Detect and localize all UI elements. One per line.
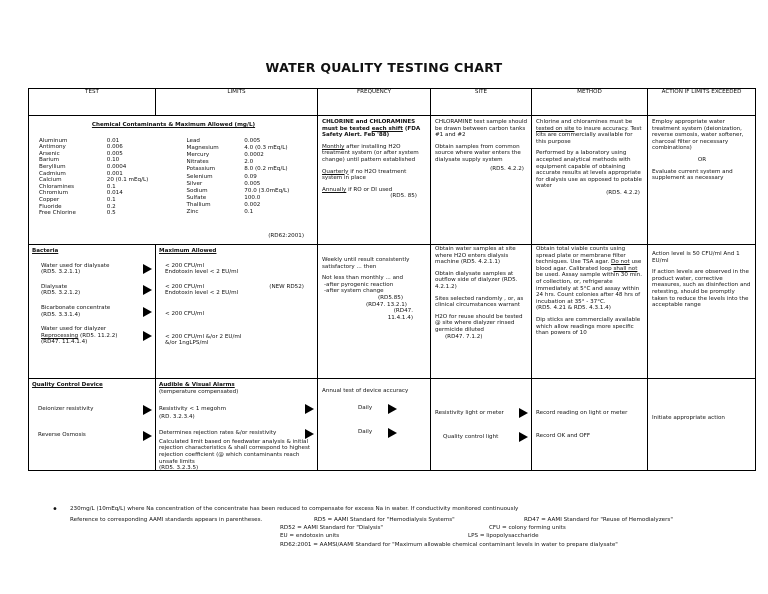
limit-cfu: < 200 CFU/ml — [165, 262, 205, 269]
contaminant-name: Chloramines — [39, 183, 75, 190]
bacteria-heading: Bacteria — [32, 248, 59, 254]
limit-new-rd52: (NEW RD52) — [269, 283, 304, 290]
bacteria-test-water — [41, 263, 152, 276]
contaminant-name: Copper — [39, 196, 60, 203]
contaminant-name: Sulfate — [186, 195, 207, 202]
contaminant-limit: 0.0002 — [244, 151, 264, 158]
qc-limits-heading: Audible & Visual Alarms — [159, 382, 235, 388]
test-label: Bicarbonate concentrate — [41, 304, 111, 311]
action-employ-text: Employ appropriate water treatment system (deionization, reverse osmosis, water softener, charcoal filter or necessary combinations) — [652, 119, 744, 152]
qc-limit-resistivity — [159, 404, 314, 414]
freq-annually-text: if RO or DI used — [346, 186, 393, 193]
contaminant-name: Aluminum — [39, 137, 68, 144]
arrow-right-icon — [143, 285, 152, 295]
footnote-references: Reference to corresponding AAMI standards appears in parentheses. — [70, 517, 263, 523]
test-reference: (RD5. 3.2.1.2) — [41, 290, 81, 297]
site-random: Sites selected randomly , or, as clinical circumstances warrant — [435, 295, 524, 309]
qc-site-resistivity — [435, 408, 528, 418]
qc-heading: Quality Control Device — [32, 382, 103, 388]
page-title: WATER QUALITY TESTING CHART — [265, 60, 503, 75]
bacteria-site-cell — [431, 245, 532, 379]
site-common-source-text: Obtain samples from common source where water enters the dialysate supply system — [435, 143, 521, 163]
footnote-bullet: • — [52, 504, 58, 515]
freq-daily: Daily — [358, 429, 373, 436]
bacteria-limits-cell — [156, 245, 318, 379]
footnote-na-concentration: 230mg/L (10mEq/L) where Na concentration of the concentrate has been reduced to compensate for excess Na in water. If conductivity monitored continuously — [70, 506, 519, 512]
contaminant-limit: 0.014 — [106, 190, 123, 197]
freq-monthly-text: after installing H2O treatment system (or after system change) until pattern established — [322, 143, 419, 163]
footnote-rd47: RD47 = AAMI Standard for "Reuse of Hemodialyzers" — [524, 517, 673, 523]
site-reference: (RD5. 4.2.2) — [490, 165, 524, 172]
contaminant-row — [187, 152, 315, 159]
action-evaluate-text: Evaluate current system and supplement as necessary — [652, 168, 733, 182]
freq-system-change: -after system change — [324, 288, 384, 295]
freq-chlorine-text: CHLORINE and CHLORAMINES must be tested — [322, 119, 416, 132]
contaminant-row — [39, 184, 169, 191]
contaminant-name: Free Chlorine — [39, 210, 76, 217]
test-reprocessing-label: Reprocessing — [41, 332, 79, 339]
contaminant-row — [39, 190, 169, 197]
test-label: Water used for dialysate — [41, 262, 110, 269]
qc-frequency-cell — [318, 379, 431, 471]
qc-freq-daily-2 — [322, 428, 427, 438]
qc-limits-cell — [156, 379, 318, 471]
bacteria-limit-reprocessing — [165, 334, 314, 347]
footnote-rd52: RD52 = AAMI Standard for "Dialysis" — [280, 525, 383, 531]
test-label: Water used for dialyzer — [41, 326, 107, 333]
contaminant-limit: 0.005 — [106, 150, 123, 157]
bacteria-test-cell — [29, 245, 156, 379]
contaminant-limit: 0.006 — [106, 144, 123, 151]
contaminant-row — [39, 151, 169, 158]
contaminant-row — [187, 202, 315, 209]
freq-each-shift: each shift — [371, 125, 403, 132]
freq-quarterly: Quarterly — [322, 168, 349, 175]
header-limits: LIMITS — [156, 89, 318, 116]
arrow-right-icon — [143, 307, 152, 317]
freq-quarterly-text: if no H2O treatment system in place — [322, 168, 407, 182]
contaminant-row — [187, 209, 315, 216]
qc-action-initiate: Initiate appropriate action — [652, 415, 725, 421]
contaminant-name: Barium — [39, 157, 60, 164]
qc-method-record-ok: Record OK and OFF — [536, 432, 591, 439]
contaminant-row — [39, 157, 169, 164]
test-reference: (RD5. 11.2.2) — [80, 332, 118, 339]
method-onsite-text: Chlorine and chloramines must be — [536, 119, 633, 125]
arrow-right-icon — [388, 404, 397, 414]
contaminant-limit: 0.005 — [244, 137, 261, 144]
chemical-heading: Chemical Contaminants & Maximum Allowed (mg/L) — [91, 122, 256, 128]
limit-rejection: Determines rejection rates &/or resistivity — [159, 430, 277, 437]
arrow-right-icon — [519, 432, 528, 442]
header-row — [29, 89, 756, 116]
freq-pyrogenic: -after pyrogenic reaction — [324, 281, 394, 288]
arrow-right-icon — [388, 428, 397, 438]
bacteria-method-cell — [532, 245, 648, 379]
contaminant-name: Zinc — [186, 209, 199, 216]
chemical-action-cell — [648, 116, 756, 245]
arrow-right-icon — [143, 331, 152, 341]
contaminant-name: Silver — [186, 180, 203, 187]
bacteria-row — [29, 245, 756, 379]
freq-reference: (RD5. 85) — [390, 193, 417, 200]
qc-limit-rejection — [159, 429, 314, 439]
contaminant-name: Cadmium — [39, 170, 66, 177]
method-tested-on-site: tested on site — [536, 125, 575, 132]
freq-weekly-text: Weekly until result consistently satisfactory ... then — [322, 257, 410, 270]
contaminant-row — [187, 181, 315, 188]
contaminant-row — [187, 188, 315, 195]
limit-lps: &/or 1ngLPS/ml — [165, 340, 209, 347]
limit-resistivity: Resistivity < 1 megohm — [159, 405, 227, 412]
qc-test-deionizer — [32, 405, 152, 415]
qc-limit-resistivity-ref: (RD. 3.2.3.4) — [159, 414, 195, 421]
chemical-site-cell — [431, 116, 532, 245]
freq-ref-rd5: (RD5.85) — [377, 294, 403, 301]
qc-limit-rejection-ref: (RD5. 3.2.3.5) — [159, 465, 199, 472]
freq-ref-rd47c: 11.4.1.4) — [387, 314, 413, 321]
contaminant-name: Potassium — [186, 166, 216, 173]
footnote-lps: LPS = lipopolysaccharide — [468, 533, 539, 539]
qc-limits-sub: (temperature compensated) — [159, 388, 239, 395]
test-label: Reverse Osmosis — [38, 432, 86, 439]
contaminant-limit: 0.002 — [244, 202, 261, 209]
bacteria-test-dialysate — [41, 284, 152, 297]
freq-monthly: Monthly — [322, 143, 345, 150]
contaminant-name: Lead — [186, 137, 200, 144]
contaminant-limit: 0.005 — [244, 180, 261, 187]
limit-cfu: < 200 CFU/ml &/or 2 EU/ml — [165, 333, 242, 340]
contaminant-row — [39, 177, 169, 184]
qc-test-reverse-osmosis — [32, 431, 152, 441]
testing-chart-table — [28, 88, 756, 471]
header-action: ACTION IF LIMITS EXCEEDED — [648, 89, 756, 116]
bacteria-limit-bicarbonate: < 200 CFU/ml — [165, 310, 205, 317]
bacteria-test-bicarbonate — [41, 305, 152, 318]
limit-endotoxin: Endotoxin level < 2 EU/ml — [165, 269, 239, 276]
freq-ref-rd47b: (RD47. — [393, 308, 413, 315]
test-reference: (RD5. 3.2.1.1) — [41, 269, 81, 276]
arrow-right-icon — [305, 404, 314, 414]
contaminant-name: Sodium — [186, 187, 208, 194]
freq-fda-ref: (FDA Safety Alert. Feb '88) — [322, 125, 421, 139]
contaminant-row — [187, 159, 315, 166]
test-reference: (RD5. 3.3.1.4) — [41, 311, 81, 318]
footnote-cfu: CFU = colony forming units — [489, 525, 566, 531]
contaminant-limit: 0.5 — [106, 210, 116, 217]
qc-test-cell — [29, 379, 156, 471]
contaminant-name: Thallium — [186, 202, 211, 209]
header-method: METHOD — [532, 89, 648, 116]
contaminant-limit: 0.001 — [106, 170, 123, 177]
header-site: SITE — [431, 89, 532, 116]
arrow-right-icon — [143, 405, 152, 415]
contaminant-name: Magnesium — [186, 144, 219, 151]
bacteria-action-cell — [648, 245, 756, 379]
contaminant-row — [39, 204, 169, 211]
contaminant-row — [187, 166, 315, 173]
arrow-right-icon — [305, 429, 314, 439]
arrow-right-icon — [143, 264, 152, 274]
contaminant-name: Nitrates — [186, 159, 209, 166]
contaminant-limit: 0.10 — [106, 157, 120, 164]
freq-daily: Daily — [358, 405, 373, 412]
site-resistivity-light: Resistivity light or meter — [435, 409, 504, 416]
freq-monthly-text: Not less than monthly ... and — [322, 275, 404, 282]
qc-method-cell — [532, 379, 648, 471]
contaminant-row — [187, 174, 315, 181]
site-reuse-reference: (RD47. 7.1.2) — [445, 333, 483, 340]
contaminant-limit: 20 (0.1 mEq/L) — [106, 177, 149, 184]
qc-freq-daily-1 — [322, 404, 427, 414]
qc-freq-annual: Annual test of device accuracy — [322, 388, 409, 394]
bacteria-limits-heading: Maximum Allowed — [159, 248, 217, 254]
quality-control-row — [29, 379, 756, 471]
qc-site-quality-light — [435, 432, 528, 442]
site-quality-control-light: Quality control light — [443, 433, 499, 440]
contaminant-limit: 0.0004 — [106, 163, 127, 170]
limit-endotoxin: Endotoxin level < 2 EU/ml — [165, 290, 239, 297]
contaminant-row — [39, 164, 169, 171]
site-dialysate-samples: Obtain dialysate samples at outflow side of dialyzer (RD5. 4.2.1.2) — [435, 270, 518, 290]
chemical-list-left — [39, 138, 169, 217]
contaminant-limit: 0.2 — [106, 203, 116, 210]
contaminant-limit: 0.1 — [244, 209, 254, 216]
method-counts-text: Obtain total viable counts using spread plate or membrane filter techniques. Use TSA agar. — [536, 246, 626, 266]
site-reuse: H2O for reuse should be tested @ site where dialyzer rinsed germicide diluted — [435, 313, 523, 333]
contaminant-limit: 4.0 (0.3 mEq/L) — [244, 144, 288, 151]
test-label: Deionizer resistivity — [38, 406, 94, 413]
method-reference: (RD5. 4.21 & RD5. 4.3.1.4) — [536, 305, 611, 312]
chemical-row — [29, 116, 756, 245]
arrow-right-icon — [143, 431, 152, 441]
action-corrective: If action levels are observed in the product water, corrective measures, such as disinfection and retesting, should be promptly taken to reduce the levels into the acceptable range — [652, 269, 751, 309]
qc-limit-calculated: Calculated limit based on feedwater analysis & initial rejection characteristics & shall correspond to highest rejection coefficient (@ which contaminants reach unsafe limits — [159, 438, 311, 465]
contaminant-name: Beryllium — [39, 163, 66, 170]
site-chloramine-text: CHLORAMINE test sample should be drawn between carbon tanks #1 and #2 — [435, 119, 528, 139]
contaminant-name: Calcium — [39, 177, 62, 184]
chemical-method-cell — [532, 116, 648, 245]
method-dip-sticks: Dip sticks are commercially available which allow readings more specific than powers of 10 — [536, 316, 641, 337]
contaminant-row — [39, 138, 169, 145]
action-or: OR — [697, 156, 707, 163]
contaminant-row — [39, 210, 169, 217]
header-frequency: FREQUENCY — [318, 89, 431, 116]
contaminant-limit: 8.0 (0.2 mEq/L) — [244, 166, 288, 173]
footnote-rd5: RD5 = AAMI Standard for "Hemodialysis Systems" — [314, 517, 455, 523]
bacteria-test-reprocessing — [41, 326, 152, 346]
limit-cfu: < 200 CFU/ml — [165, 283, 205, 290]
contaminant-limit: 0.1 — [106, 183, 116, 190]
contaminant-row — [39, 197, 169, 204]
contaminant-name: Arsenic — [39, 150, 60, 157]
contaminant-limit: 0.1 — [106, 196, 116, 203]
method-laboratory-text: Performed by a laboratory using accepted analytical methods with equipment capable of obtaining accurate results at levels appropriate for dialysis use as opposed to potable water — [536, 150, 642, 190]
method-assay-text: be used. Assay sample within 30 min. of collection, or, refrigerate immediately at 5°C and assay within 24 hrs. Count colonies after 48 hrs of incubation at 35° - 37°C. — [536, 272, 643, 305]
test-label: Dialysate — [41, 283, 68, 290]
arrow-right-icon — [519, 408, 528, 418]
chemical-reference: (RD62:2001) — [268, 233, 304, 240]
action-level: Action level is 50 CFU/ml And 1 EU/ml — [652, 251, 740, 264]
qc-site-cell — [431, 379, 532, 471]
contaminant-name: Mercury — [186, 151, 210, 158]
qc-method-record-reading: Record reading on light or meter — [536, 410, 628, 416]
site-water-samples: Obtain water samples at site where H2O enters dialysis machine (RD5. 4.2.1.1) — [435, 246, 516, 266]
chemical-test-limits-cell — [29, 116, 318, 245]
contaminant-limit: 70.0 (3.0mEq/L) — [244, 187, 290, 194]
contaminant-limit: 0.01 — [106, 137, 120, 144]
freq-annually: Annually — [322, 186, 347, 193]
freq-ref-rd47: (RD47. 13.2.1) — [365, 301, 407, 308]
chemical-frequency-cell — [318, 116, 431, 245]
footnote-rd62: RD62:2001 = AAMSI/AAMI Standard for "Maximum allowable chemical contaminant levels in water to prepare dialysate" — [280, 542, 618, 548]
contaminant-name: Fluoride — [39, 203, 62, 210]
contaminant-row — [39, 144, 169, 151]
method-do-not: Do not — [611, 259, 630, 266]
bacteria-limit-water — [165, 263, 314, 276]
method-blood-agar: use blood agar. Calibrated loop — [536, 259, 642, 272]
method-reference: (RD5. 4.2.2) — [606, 189, 640, 196]
contaminant-name: Chromium — [39, 190, 69, 197]
bacteria-limit-dialysate — [165, 284, 314, 297]
contaminant-row — [39, 171, 169, 178]
contaminant-row — [187, 195, 315, 202]
contaminant-name: Antimony — [39, 144, 66, 151]
contaminant-row — [187, 138, 315, 145]
footnote-eu: EU = endotoxin units — [280, 533, 340, 539]
bacteria-frequency-cell — [318, 245, 431, 379]
contaminant-limit: 0.09 — [244, 173, 257, 180]
contaminant-limit: 2.0 — [244, 159, 254, 166]
chemical-list-right — [187, 138, 315, 217]
contaminant-row — [187, 145, 315, 152]
header-test: TEST — [29, 89, 156, 116]
method-test-kits-text: to insure accuracy. Test kits are commercially available for this purpose — [536, 125, 642, 145]
contaminant-limit: 100.0 — [244, 195, 261, 202]
test-reference-2: (RD47. 11.4.1.4) — [41, 339, 88, 346]
method-shall-not: shall not — [613, 265, 638, 272]
qc-action-cell — [648, 379, 756, 471]
contaminant-name: Selenium — [186, 173, 213, 180]
